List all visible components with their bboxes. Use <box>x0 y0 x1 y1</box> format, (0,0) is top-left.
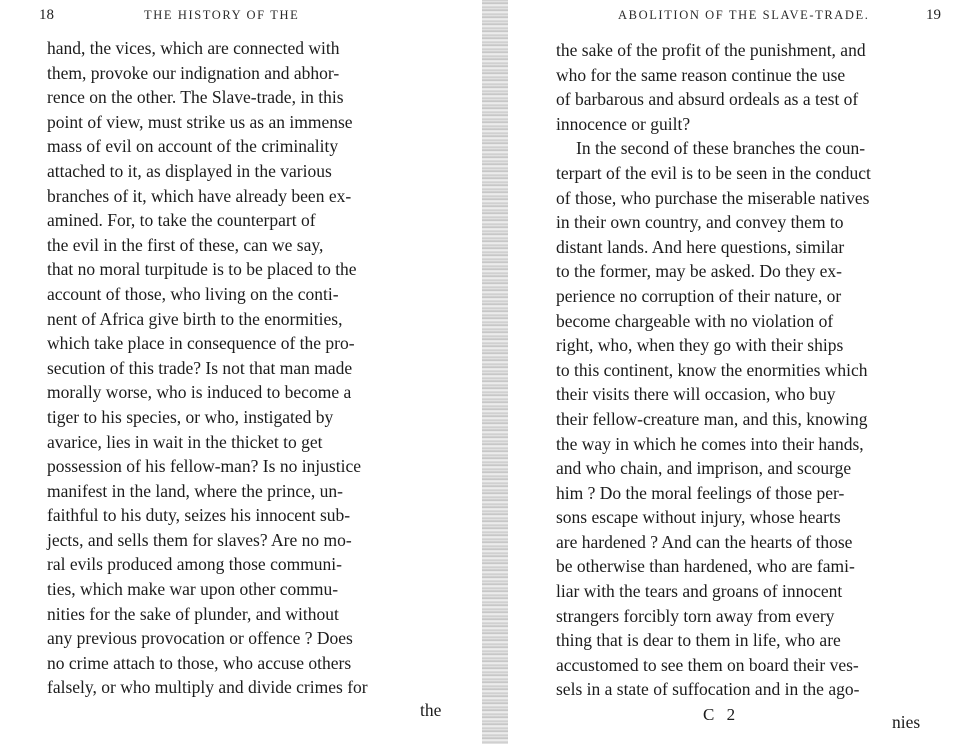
text-line: which take place in consequence of the pro- <box>47 333 355 354</box>
text-line: of those, who purchase the miserable natives <box>556 187 870 208</box>
text-line: perience no corruption of their nature, or <box>556 285 842 306</box>
book-gutter <box>482 0 508 744</box>
text-line: avarice, lies in wait in the thicket to get <box>47 431 323 452</box>
text-line: point of view, must strike us as an immense <box>47 111 353 132</box>
catchword: the <box>420 700 442 720</box>
text-line: hand, the vices, which are connected with <box>47 38 340 58</box>
text-line: nent of Africa give birth to the enormities, <box>47 308 343 329</box>
left-page <box>0 0 482 744</box>
text-line: amined. For, to take the counterpart of <box>47 210 316 231</box>
running-head: THE HISTORY OF THE <box>144 8 300 22</box>
text-line: the way in which he comes into their hands, <box>556 433 864 454</box>
text-line: strangers forcibly torn away from every <box>556 605 835 626</box>
text-line: no crime attach to those, who accuse others <box>47 652 352 673</box>
text-line: ties, which make war upon other commu- <box>47 579 339 600</box>
text-line: mass of evil on account of the criminality <box>47 136 339 157</box>
text-line: ral evils produced among those communi- <box>47 554 342 575</box>
text-line: him ? Do the moral feelings of those per- <box>556 482 845 503</box>
catchword: nies <box>892 712 921 732</box>
text-line: sels in a state of suffocation and in the ago- <box>556 679 860 700</box>
text-line: tiger to his species, or who, instigated by <box>47 406 334 427</box>
paragraph-start-line: In the second of these branches the coun- <box>576 138 866 159</box>
text-line: branches of it, which have already been ex- <box>47 185 352 206</box>
text-line: them, provoke our indignation and abhor- <box>47 62 340 83</box>
text-line: be otherwise than hardened, who are fami- <box>556 556 855 577</box>
text-line: become chargeable with no violation of <box>556 310 834 331</box>
text-line: of barbarous and absurd ordeals as a test of <box>556 89 859 110</box>
text-line: sons escape without injury, whose hearts <box>556 507 841 528</box>
text-line: possession of his fellow-man? Is no injustice <box>47 456 361 477</box>
text-line: in their own country, and convey them to <box>556 212 844 233</box>
page-number: 19 <box>926 7 941 23</box>
text-line: thing that is dear to them in life, who are <box>556 630 841 651</box>
text-line: rence on the other. The Slave-trade, in this <box>47 87 344 108</box>
text-line: are hardened ? And can the hearts of those <box>556 531 853 552</box>
text-line: who for the same reason continue the use <box>556 64 846 85</box>
text-line: distant lands. And here questions, similar <box>556 236 845 257</box>
text-line: and who chain, and imprison, and scourge <box>556 458 852 479</box>
text-line: manifest in the land, where the prince, un- <box>47 480 343 501</box>
text-line: jects, and sells them for slaves? Are no mo- <box>47 529 352 550</box>
text-line: any previous provocation or offence ? Does <box>47 628 353 649</box>
text-line: account of those, who living on the conti- <box>47 283 339 304</box>
text-line: to the former, may be asked. Do they ex- <box>556 261 843 282</box>
signature-mark: C 2 <box>703 705 740 724</box>
text-line: the sake of the profit of the punishment, and <box>556 40 866 60</box>
right-page-text <box>556 38 946 702</box>
text-line: faithful to his duty, seizes his innocent sub- <box>47 505 351 526</box>
text-line: liar with the tears and groans of innocent <box>556 581 843 602</box>
text-line: accustomed to see them on board their ves- <box>556 654 859 675</box>
text-line: falsely, or who multiply and divide crimes for <box>47 677 368 698</box>
right-page <box>508 0 980 744</box>
text-line: innocence or guilt? <box>556 113 691 134</box>
text-line: secution of this trade? Is not that man made <box>47 357 353 378</box>
text-line: to this continent, know the enormities which <box>556 359 868 380</box>
text-line: attached to it, as displayed in the various <box>47 160 332 181</box>
text-line: that no moral turpitude is to be placed to the <box>47 259 357 280</box>
text-line: morally worse, who is induced to become a <box>47 382 352 403</box>
text-line: their fellow-creature man, and this, knowing <box>556 408 868 429</box>
running-head: ABOLITION OF THE SLAVE-TRADE. <box>618 8 870 22</box>
text-line: nities for the sake of plunder, and without <box>47 603 339 624</box>
text-line: right, who, when they go with their ships <box>556 335 844 356</box>
page-number: 18 <box>39 7 54 23</box>
text-line: terpart of the evil is to be seen in the conduct <box>556 162 871 183</box>
left-page-text <box>47 36 447 700</box>
text-line: their visits there will occasion, who buy <box>556 384 836 405</box>
text-line: the evil in the first of these, can we say, <box>47 234 324 255</box>
